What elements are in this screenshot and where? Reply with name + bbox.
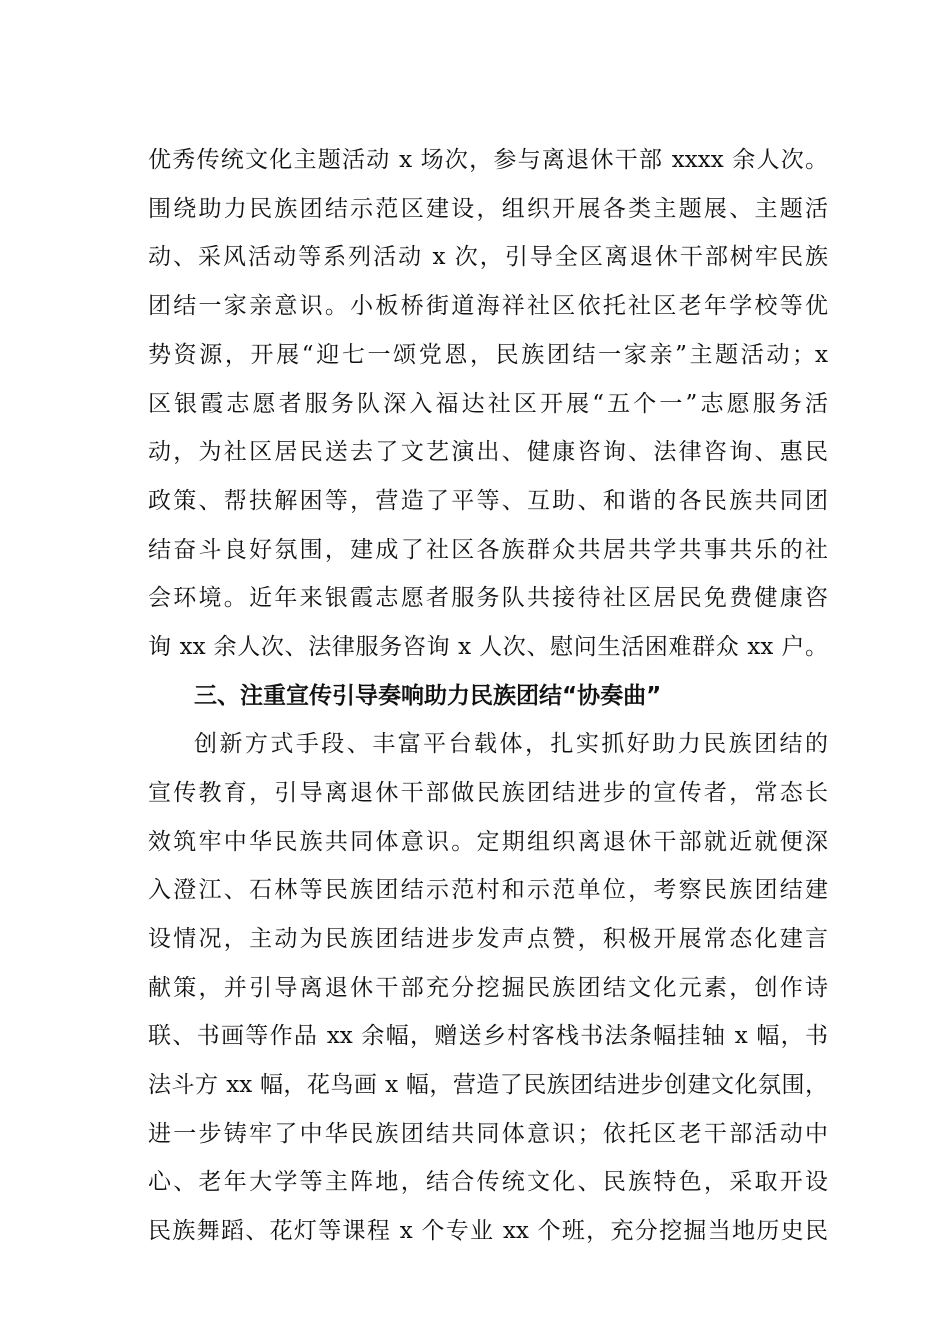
text-line: 创新方式手段、丰富平台载体，扎实抓好助力民族团结的 bbox=[194, 731, 828, 757]
text-line: 围绕助力民族团结示范区建设，组织开展各类主题展、主题活 bbox=[148, 196, 828, 222]
text-line: 心、老年大学等主阵地，结合传统文化、民族特色，采取开设 bbox=[148, 1169, 828, 1195]
text-line: 献策，并引导离退休干部充分挖掘民族团结文化元素，创作诗 bbox=[148, 975, 828, 1001]
text-line: 联、书画等作品 xx 余幅，赠送乡村客栈书法条幅挂轴 x 幅，书 bbox=[148, 1023, 828, 1049]
text-line: 团结一家亲意识。小板桥街道海祥社区依托社区老年学校等优 bbox=[148, 293, 828, 319]
text-line: 效筑牢中华民族共同体意识。定期组织离退休干部就近就便深 bbox=[148, 829, 828, 855]
text-line: 宣传教育，引导离退休干部做民族团结进步的宣传者，常态长 bbox=[148, 780, 828, 806]
text-line: 政策、帮扶解困等，营造了平等、互助、和谐的各民族共同团 bbox=[148, 488, 828, 514]
text-line: 入澄江、石林等民族团结示范村和示范单位，考察民族团结建 bbox=[148, 877, 828, 903]
text-line: 进一步铸牢了中华民族团结共同体意识；依托区老干部活动中 bbox=[148, 1121, 828, 1147]
text-line: 民族舞蹈、花灯等课程 x 个专业 xx 个班，充分挖掘当地历史民 bbox=[148, 1218, 828, 1244]
text-line: 结奋斗良好氛围，建成了社区各族群众共居共学共事共乐的社 bbox=[148, 537, 828, 563]
text-line: 询 xx 余人次、法律服务咨询 x 人次、慰问生活困难群众 xx 户。 bbox=[148, 634, 828, 660]
text-line: 法斗方 xx 幅，花鸟画 x 幅，营造了民族团结进步创建文化氛围， bbox=[148, 1072, 828, 1098]
text-line: 会环境。近年来银霞志愿者服务队共接待社区居民免费健康咨 bbox=[148, 585, 828, 611]
text-line: 设情况，主动为民族团结进步发声点赞，积极开展常态化建言 bbox=[148, 926, 828, 952]
text-line: 动，为社区居民送去了文艺演出、健康咨询、法律咨询、惠民 bbox=[148, 439, 828, 465]
section-heading: 三、注重宣传引导奏响助力民族团结“协奏曲” bbox=[194, 683, 662, 709]
text-line: 势资源，开展“迎七一颂党恩，民族团结一家亲”主题活动；x bbox=[148, 342, 828, 368]
text-line: 动、采风活动等系列活动 x 次，引导全区离退休干部树牢民族 bbox=[148, 244, 828, 270]
text-line: 区银霞志愿者服务队深入福达社区开展“五个一”志愿服务活 bbox=[148, 391, 828, 417]
text-line: 优秀传统文化主题活动 x 场次，参与离退休干部 xxxx 余人次。 bbox=[148, 147, 828, 173]
